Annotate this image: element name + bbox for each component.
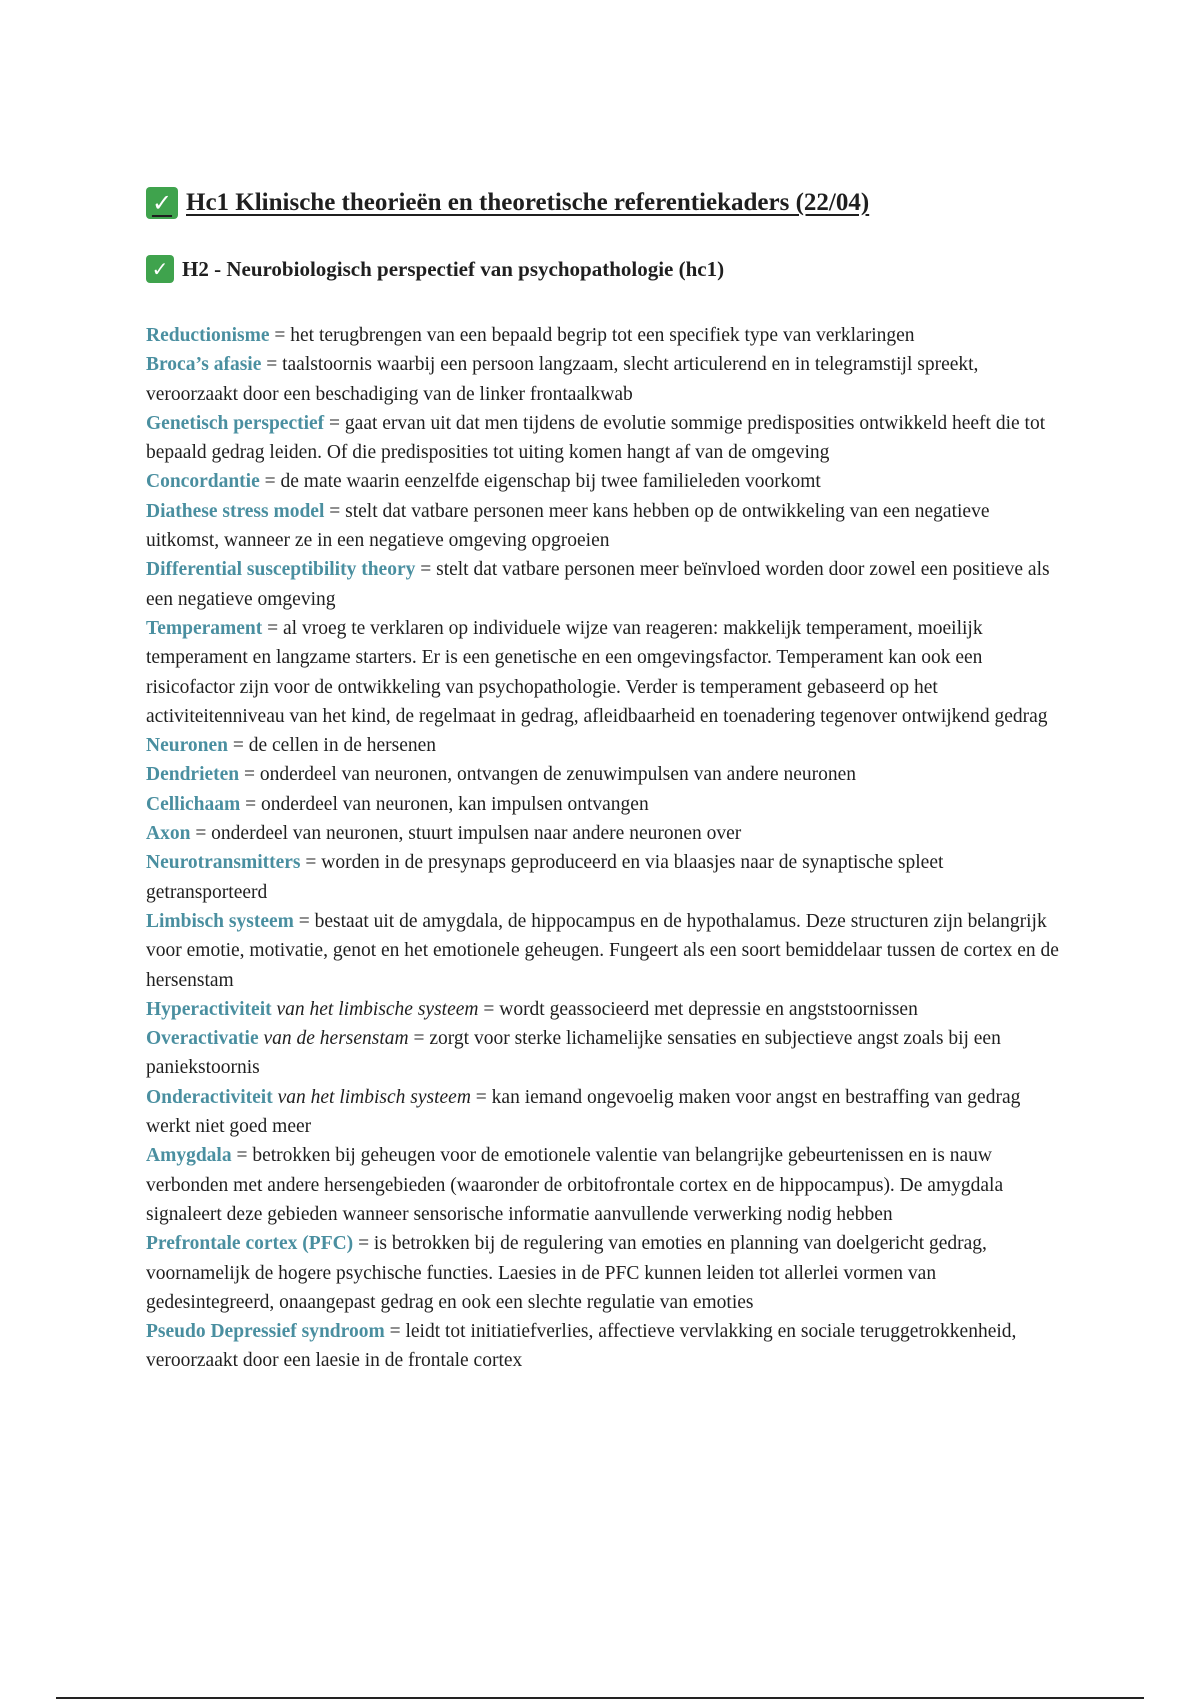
definition-text: = betrokken bij geheugen voor de emotionele valentie van belangrijke gebeurtenissen en is nauw verbonden met andere hersengebieden (waaronder de orbitofrontale cortex en de hippocampus). De amygdala signaleert deze gebieden wanneer sensorische informatie aanvullende verwerking nodig hebben xyxy=(146,1145,1004,1225)
definition-item xyxy=(146,819,1066,848)
definition-term: Overactivatie xyxy=(146,1028,259,1050)
definition-term: Concordantie xyxy=(146,471,260,493)
check-mark-icon: ✓ xyxy=(146,187,178,219)
definition-item xyxy=(146,760,1066,789)
definition-modifier: van het limbische systeem xyxy=(271,998,479,1020)
definition-item xyxy=(146,907,1066,995)
definition-item xyxy=(146,1317,1066,1376)
definition-term: Limbisch systeem xyxy=(146,910,294,932)
definition-text: = onderdeel van neuronen, ontvangen de zenuwimpulsen van andere neuronen xyxy=(239,764,857,786)
definition-text: = kan iemand ongevoelig maken voor angst en bestraffing van gedrag werkt niet goed meer xyxy=(146,1086,1021,1138)
definition-term: Cellichaam xyxy=(146,793,241,815)
definition-term: Differential susceptibility theory xyxy=(146,559,416,581)
definition-text: = zorgt voor sterke lichamelijke sensaties en subjectieve angst zoals bij een paniekstoornis xyxy=(146,1028,1001,1079)
definition-item xyxy=(146,1024,1066,1083)
definition-item xyxy=(146,321,1066,350)
definition-list xyxy=(146,321,1066,1376)
definition-text: = taalstoornis waarbij een persoon langzaam, slecht articulerend en in telegramstijl spreekt, veroorzaakt door een beschadiging van de linker frontaalkwab xyxy=(146,354,979,405)
definition-item xyxy=(146,790,1066,819)
definition-item xyxy=(146,497,1066,556)
definition-item xyxy=(146,1229,1066,1317)
definition-item xyxy=(146,614,1066,731)
definition-text: = is betrokken bij de regulering van emoties en planning van doelgericht gedrag, voornamelijk de hogere psychische functies. Laesies in de PFC kunnen leiden tot allerlei vormen van gedesintegreerd, onaangepast gedrag en ook een slechte regulatie van emoties xyxy=(146,1233,987,1313)
definition-term: Temperament xyxy=(146,617,263,639)
definition-term: Amygdala xyxy=(146,1145,232,1167)
definition-text: = de cellen in de hersenen xyxy=(227,735,437,757)
definition-term: Broca’s afasie xyxy=(146,354,262,376)
definition-term: Hyperactiviteit xyxy=(146,998,272,1020)
definition-term: Genetisch perspectief xyxy=(146,412,325,434)
definition-term: Dendrieten xyxy=(146,764,240,786)
definition-text: = de mate waarin eenzelfde eigenschap bij twee familieleden voorkomt xyxy=(259,471,821,493)
check-mark-icon: ✓ xyxy=(146,255,174,283)
definition-term: Pseudo Depressief syndroom xyxy=(146,1321,385,1343)
page-bottom-rule xyxy=(56,1697,1144,1699)
definition-text: = worden in de presynaps geproduceerd en via blaasjes naar de synaptische spleet getransporteerd xyxy=(146,852,944,903)
definition-text: = bestaat uit de amygdala, de hippocampus en de hypothalamus. Deze structuren zijn belangrijk voor emotie, motivatie, genot en het emotionele geheugen. Fungeert als een soort bemiddelaar tussen de cortex en de hersenstam xyxy=(146,910,1059,991)
definition-text: = gaat ervan uit dat men tijdens de evolutie sommige predisposities ontwikkeld heeft die tot bepaald gedrag leiden. Of die predisposities tot uiting komen hangt af van de omgeving xyxy=(146,412,1046,464)
definition-item xyxy=(146,995,1066,1024)
definition-text: = wordt geassocieerd met depressie en angststoornissen xyxy=(478,998,918,1020)
definition-item xyxy=(146,350,1066,409)
definition-item xyxy=(146,848,1066,907)
definition-term: Axon xyxy=(146,823,191,845)
definition-item xyxy=(146,1083,1066,1142)
definition-term: Reductionisme xyxy=(146,325,270,346)
definition-text: = leidt tot initiatiefverlies, affectieve vervlakking en sociale teruggetrokkenheid, veroorzaakt door een laesie in de frontale cortex xyxy=(146,1321,1017,1372)
definition-term: Diathese stress model xyxy=(146,500,325,522)
definition-term: Neurotransmitters xyxy=(146,852,301,874)
heading-h2-text: H2 - Neurobiologisch perspectief van psychopathologie (hc1) xyxy=(182,257,725,281)
heading-h2 xyxy=(146,250,1066,288)
definition-text: = onderdeel van neuronen, stuurt impulsen naar andere neuronen over xyxy=(190,823,742,845)
definition-term: Prefrontale cortex (PFC) xyxy=(146,1233,354,1255)
heading-hc1 xyxy=(146,182,1066,224)
definition-modifier: van de hersenstam xyxy=(258,1028,409,1050)
definition-item xyxy=(146,555,1066,614)
definition-item xyxy=(146,1141,1066,1229)
definition-text: = stelt dat vatbare personen meer beïnvloed worden door zowel een positieve als een negatieve omgeving xyxy=(146,559,1050,610)
definition-text: = onderdeel van neuronen, kan impulsen ontvangen xyxy=(240,793,649,815)
heading-hc1-text: Hc1 Klinische theorieën en theoretische referentiekaders (22/04) xyxy=(186,189,870,216)
document-page xyxy=(146,182,1066,1376)
definition-item xyxy=(146,467,1066,496)
definition-text: = het terugbrengen van een bepaald begrip tot een specifiek type van verklaringen xyxy=(269,325,915,346)
definition-item xyxy=(146,409,1066,468)
definition-text: = stelt dat vatbare personen meer kans hebben op de ontwikkeling van een negatieve uitkomst, wanneer ze in een negatieve omgeving opgroeien xyxy=(146,500,990,552)
definition-term: Onderactiviteit xyxy=(146,1086,273,1108)
definition-item xyxy=(146,731,1066,760)
definition-modifier: van het limbisch systeem xyxy=(272,1086,471,1108)
definition-term: Neuronen xyxy=(146,735,228,757)
definition-text: = al vroeg te verklaren op individuele wijze van reageren: makkelijk temperament, moeilijk temperament en langzame starters. Er is een genetische en een omgevingsfactor. Temperament kan ook een risicofactor zijn voor de ontwikkeling van psychopathologie. Verder is temperament gebaseerd op het activiteitenniveau van het kind, de regelmaat in gedrag, afleidbaarheid en toenadering tegenover ontwijkend gedrag xyxy=(146,617,1048,727)
